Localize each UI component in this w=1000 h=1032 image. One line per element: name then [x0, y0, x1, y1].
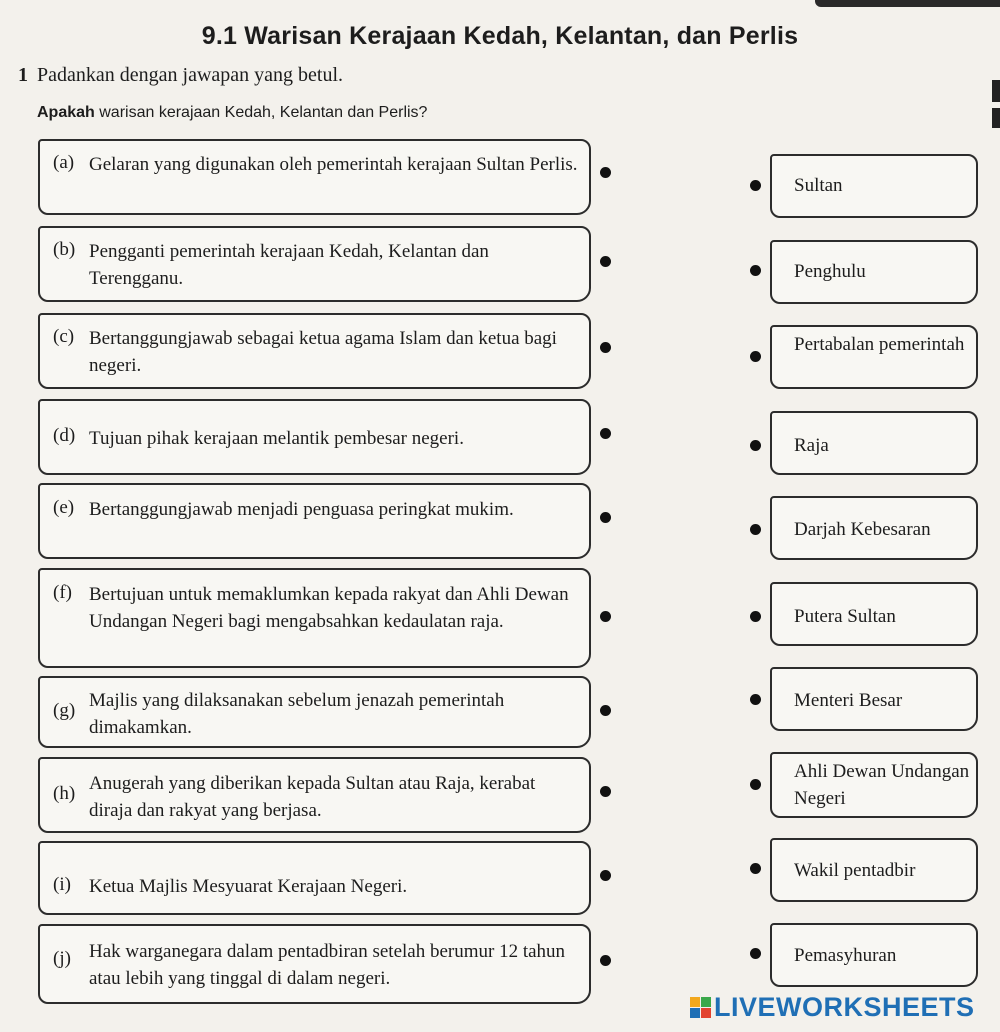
answer-dot-6[interactable]	[750, 611, 761, 622]
question-box-c	[38, 313, 591, 389]
question-text: Hak warganegara dalam pentadbiran setelah berumur 12 tahun atau lebih yang tinggal di dalam negeri.	[89, 941, 566, 989]
answer-text: Pemasyhuran	[794, 945, 897, 966]
answer-text: Ahli Dewan Undangan Negeri	[794, 761, 970, 809]
answer-text: Raja	[794, 435, 829, 456]
question-letter: (j)	[53, 948, 71, 969]
answer-dot-7[interactable]	[750, 694, 761, 705]
question-dot-a[interactable]	[600, 167, 611, 178]
question-text: Tujuan pihak kerajaan melantik pembesar negeri.	[89, 428, 464, 449]
answer-dot-10[interactable]	[750, 948, 761, 959]
question-text: Majlis yang dilaksanakan sebelum jenazah pemerintah dimakamkan.	[89, 690, 505, 738]
answer-dot-4[interactable]	[750, 440, 761, 451]
question-box-b	[38, 226, 591, 302]
answer-box-raja	[770, 411, 978, 475]
answer-text: Wakil pentadbir	[794, 860, 916, 881]
logo-square	[701, 997, 711, 1007]
liveworksheets-logo-icon	[690, 997, 711, 1018]
question-letter: (f)	[53, 582, 72, 603]
question-dot-g[interactable]	[600, 705, 611, 716]
answer-box-pemasyhuran	[770, 923, 978, 987]
liveworksheets-brand	[690, 992, 975, 1023]
answer-dot-2[interactable]	[750, 265, 761, 276]
liveworksheets-name: LIVEWORKSHEETS	[714, 992, 975, 1022]
question-box-e	[38, 483, 591, 559]
question-text: Ketua Majlis Mesyuarat Kerajaan Negeri.	[89, 876, 408, 897]
exercise-question	[37, 104, 427, 122]
question-bold-word: Apakah	[37, 104, 95, 121]
answer-text: Sultan	[794, 175, 843, 196]
question-dot-h[interactable]	[600, 786, 611, 797]
answer-text: Penghulu	[794, 261, 866, 282]
answer-dot-9[interactable]	[750, 863, 761, 874]
question-dot-f[interactable]	[600, 611, 611, 622]
question-dot-e[interactable]	[600, 512, 611, 523]
question-letter: (g)	[53, 700, 76, 721]
answer-text: Pertabalan pemerintah	[794, 334, 965, 355]
question-box-d	[38, 399, 591, 475]
page-edge-mark	[992, 80, 1000, 102]
question-dot-b[interactable]	[600, 256, 611, 267]
question-box-j	[38, 924, 591, 1004]
answer-dot-5[interactable]	[750, 524, 761, 535]
answer-dot-8[interactable]	[750, 779, 761, 790]
question-text: Anugerah yang diberikan kepada Sultan atau Raja, kerabat diraja dan rakyat yang berjasa.	[89, 773, 536, 821]
question-box-g	[38, 676, 591, 748]
answer-text: Menteri Besar	[794, 690, 903, 711]
question-box-i	[38, 841, 591, 915]
logo-square	[701, 1008, 711, 1018]
question-letter: (b)	[53, 239, 76, 260]
question-text: Bertanggungjawab sebagai ketua agama Islam dan ketua bagi negeri.	[89, 328, 557, 376]
page-title: 9.1 Warisan Kerajaan Kedah, Kelantan, dan Perlis	[201, 22, 799, 50]
answer-box-darjah	[770, 496, 978, 560]
question-dot-c[interactable]	[600, 342, 611, 353]
question-letter: (e)	[53, 497, 75, 518]
answer-box-putera	[770, 582, 978, 646]
question-box-a	[38, 139, 591, 215]
answer-box-menteri	[770, 667, 978, 731]
question-dot-i[interactable]	[600, 870, 611, 881]
answer-dot-3[interactable]	[750, 351, 761, 362]
question-letter: (c)	[53, 326, 75, 347]
answer-box-pertabalan	[770, 325, 978, 389]
question-letter: (i)	[53, 874, 71, 895]
answer-text: Darjah Kebesaran	[794, 519, 931, 540]
answer-box-sultan	[770, 154, 978, 218]
question-text: Pengganti pemerintah kerajaan Kedah, Kelantan dan Terengganu.	[89, 241, 489, 289]
answer-box-adun	[770, 752, 978, 818]
question-box-h	[38, 757, 591, 833]
answer-dot-1[interactable]	[750, 180, 761, 191]
question-text: Bertujuan untuk memaklumkan kepada rakyat dan Ahli Dewan Undangan Negeri bagi mengabsahkan kedaulatan raja.	[89, 584, 569, 632]
answer-text: Putera Sultan	[794, 606, 896, 627]
page-edge-mark	[992, 108, 1000, 128]
exercise-instruction: Padankan dengan jawapan yang betul.	[37, 64, 344, 86]
question-text: Bertanggungjawab menjadi penguasa peringkat mukim.	[89, 499, 514, 520]
question-letter: (d)	[53, 425, 76, 446]
answer-box-wakil	[770, 838, 978, 902]
question-dot-d[interactable]	[600, 428, 611, 439]
question-dot-j[interactable]	[600, 955, 611, 966]
question-letter: (h)	[53, 783, 76, 804]
question-letter: (a)	[53, 152, 75, 173]
logo-square	[690, 1008, 700, 1018]
question-box-f	[38, 568, 591, 668]
exercise-number: 1	[18, 64, 28, 86]
question-text: Gelaran yang digunakan oleh pemerintah kerajaan Sultan Perlis.	[89, 154, 578, 175]
question-rest: warisan kerajaan Kedah, Kelantan dan Perlis?	[94, 104, 428, 121]
answer-box-penghulu	[770, 240, 978, 304]
logo-square	[690, 997, 700, 1007]
top-edge-bar	[815, 0, 1000, 7]
